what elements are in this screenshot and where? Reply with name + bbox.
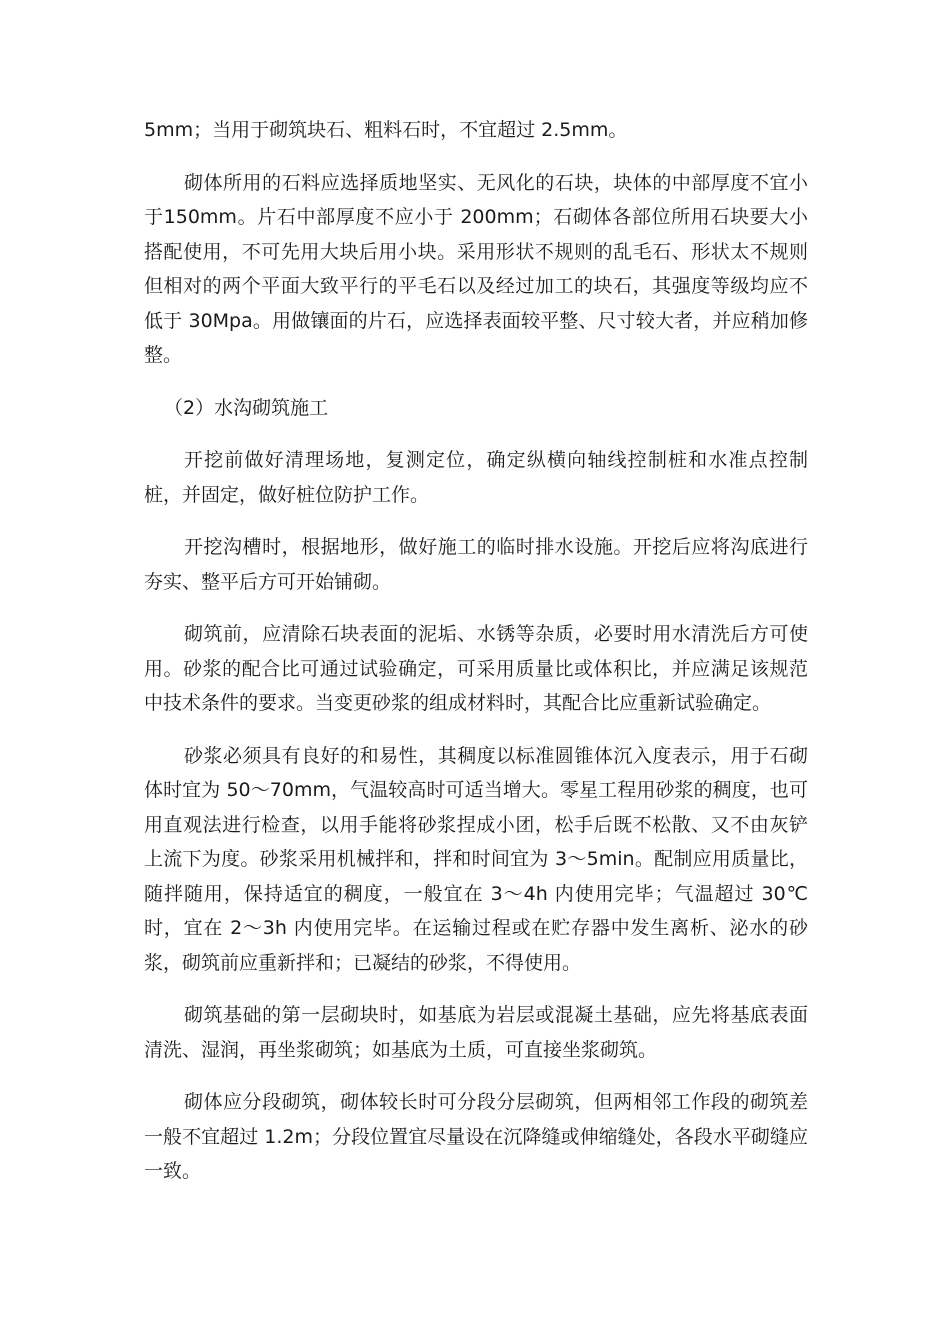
paragraph-stone-material: 砌体所用的石料应选择质地坚实、无风化的石块，块体的中部厚度不宜小于150mm。片石中部厚度不应小于 200mm；石砌体各部位所用石块要大小搭配使用，不可先用大块后用小块。采用形状不规则的乱毛石、形状太不规则但相对的两个平面大致平行的平毛石以及经过加工的块石，其强度等级均应不低于 30Mpa。用做镶面的片石，应选择表面较平整、尺寸较大者，并应稍加修整。	[144, 171, 808, 366]
paragraph-site-preparation: 开挖前做好清理场地，复测定位，确定纵横向轴线控制桩和水准点控制桩，并固定，做好桩位防护工作。	[144, 449, 808, 506]
section-heading-ditch-masonry: （2）水沟砌筑施工	[164, 396, 329, 419]
paragraph-mortar-mix: 砌筑前，应清除石块表面的泥垢、水锈等杂质，必要时用水清洗后方可使用。砂浆的配合比可通过试验确定，可采用质量比或体积比，并应满足该规范中技术条件的要求。当变更砂浆的组成材料时，其配合比应重新试验确定。	[144, 623, 808, 714]
paragraph-mortar-workability: 砂浆必须具有良好的和易性，其稠度以标准圆锥体沉入度表示，用于石砌体时宜为 50～70mm，气温较高时可适当增大。零星工程用砂浆的稠度，也可用直观法进行检查，以用手能将砂浆捏成小团，松手后既不松散、又不由灰铲上流下为度。砂浆采用机械拌和，拌和时间宜为 3～5min。配制应用质量比，随拌随用，保持适宜的稠度，一般宜在 3～4h 内使用完毕；气温超过 30℃时，宜在 2～3h 内使用完毕。在运输过程或在贮存器中发生离析、泌水的砂浆，砌筑前应重新拌和；已凝结的砂浆，不得使用。	[144, 744, 808, 974]
document-body	[144, 113, 808, 1207]
paragraph-foundation-first-layer: 砌筑基础的第一层砌块时，如基底为岩层或混凝土基础，应先将基底表面清洗、湿润，再坐浆砌筑；如基底为土质，可直接坐浆砌筑。	[144, 1004, 808, 1061]
paragraph-segmented-masonry: 砌体应分段砌筑，砌体较长时可分段分层砌筑，但两相邻工作段的砌筑差一般不宜超过 1.2m；分段位置宜尽量设在沉降缝或伸缩缝处，各段水平砌缝应一致。	[144, 1091, 808, 1182]
paragraph-continuation: 5mm；当用于砌筑块石、粗料石时，不宜超过 2.5mm。	[144, 119, 628, 141]
paragraph-trench-excavation: 开挖沟槽时，根据地形，做好施工的临时排水设施。开挖后应将沟底进行夯实、整平后方可开始铺砌。	[144, 536, 808, 593]
